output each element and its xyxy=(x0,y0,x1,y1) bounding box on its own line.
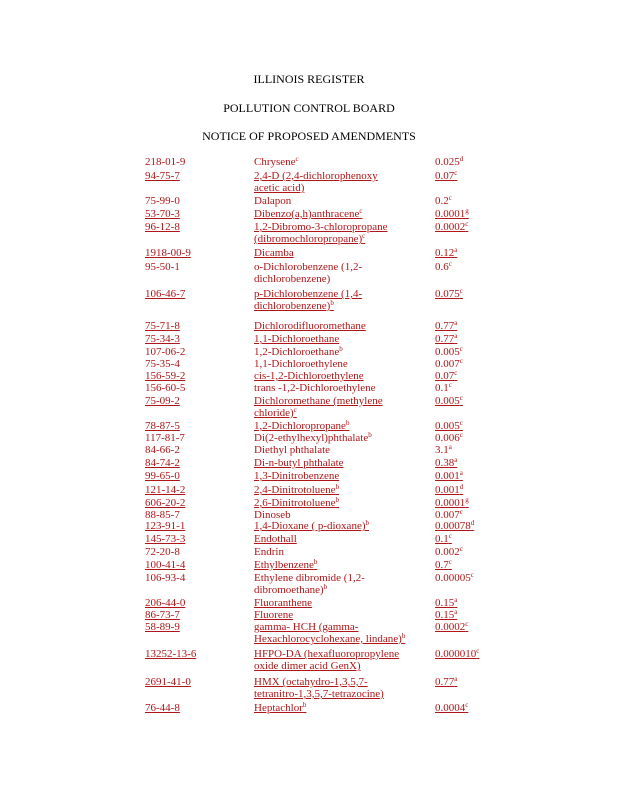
standard-value: 0.00078$^d$ xyxy=(435,519,475,532)
chemical-name: 1,3-Dinitrobenzene xyxy=(254,470,340,482)
chemical-name: cis-1,2-Dichloroethylene xyxy=(254,370,364,382)
cas-number: 218-01-9 xyxy=(145,156,186,168)
cas-number: 75-99-0 xyxy=(145,195,180,207)
chemical-name: 1,2-Dichloroethane$^b$ xyxy=(254,345,343,358)
chemical-name: trans -1,2-Dichloroethylene xyxy=(254,382,376,394)
standard-value: 0.07$^c$ xyxy=(435,369,458,382)
cas-number: 1918-00-9 xyxy=(145,247,191,259)
cas-number: 88-85-7 xyxy=(145,509,180,521)
cas-number: 106-93-4 xyxy=(145,572,186,584)
standard-value: 0.0004$^c$ xyxy=(435,701,469,714)
chemical-name: Fluorene xyxy=(254,609,294,621)
chemical-name: Chrysene$^c$ xyxy=(254,155,299,168)
standard-value: 0.025$^d$ xyxy=(435,155,464,168)
cas-number: 13252-13-6 xyxy=(145,648,197,660)
chemical-name: 2,4-Dinitrotoluene$^b$ xyxy=(254,483,340,496)
cas-number: 95-50-1 xyxy=(145,261,180,273)
standard-value: 0.002$^c$ xyxy=(435,545,463,558)
cas-number: 107-06-2 xyxy=(145,346,186,358)
notice-title: NOTICE OF PROPOSED AMENDMENTS xyxy=(202,129,416,143)
cas-number: 106-46-7 xyxy=(145,288,186,300)
standard-value: 0.007$^c$ xyxy=(435,357,463,370)
chemical-name: Dibenzo(a,h)anthracene$^c$ xyxy=(254,207,363,220)
chemical-name: Heptachlor$^b$ xyxy=(254,701,307,714)
chemical-name: Diethyl phthalate xyxy=(254,444,331,456)
standard-value: 0.38$^a$ xyxy=(435,456,458,469)
chemical-name: Endrin xyxy=(254,546,284,558)
chemical-name: 2,4-D (2,4-dichlorophenoxy acetic acid) xyxy=(254,170,378,194)
chemical-name: HFPO-DA (hexafluoropropylene oxide dimer acid GenX) xyxy=(254,648,400,672)
cas-number: 606-20-2 xyxy=(145,497,186,509)
cas-number: 84-74-2 xyxy=(145,457,180,469)
chemical-name: 1,4-Dioxane ( p-dioxane)$^b$ xyxy=(254,519,369,532)
standard-value: 0.15$^a$ xyxy=(435,608,458,621)
chemical-name: Dalapon xyxy=(254,195,292,207)
standard-value: 0.15$^a$ xyxy=(435,596,458,609)
chemical-name: o-Dichlorobenzene (1,2- dichlorobenzene) xyxy=(254,261,363,285)
standard-value: 0.006$^c$ xyxy=(435,431,463,444)
standard-value: 0.07$^c$ xyxy=(435,169,458,182)
register-title: ILLINOIS REGISTER xyxy=(253,72,365,86)
standard-value: 0.77$^a$ xyxy=(435,675,458,688)
cas-number: 76-44-8 xyxy=(145,702,180,714)
standard-value: 0.1$^c$ xyxy=(435,381,452,394)
cas-number: 121-14-2 xyxy=(145,484,186,496)
standard-value: 0.0002$^c$ xyxy=(435,220,469,233)
cas-number: 99-65-0 xyxy=(145,470,180,482)
chemical-name: gamma- HCH (gamma- Hexachlorocyclohexane, lindane)$^b$ xyxy=(254,621,406,645)
standard-value: 0.005$^c$ xyxy=(435,345,463,358)
standard-value: 0.7$^c$ xyxy=(435,558,452,571)
cas-number: 75-34-3 xyxy=(145,333,180,345)
standard-value: 0.0001$^g$ xyxy=(435,496,469,509)
cas-number: 58-89-9 xyxy=(145,621,180,633)
standard-value: 0.2$^c$ xyxy=(435,194,452,207)
cas-number: 2691-41-0 xyxy=(145,676,191,688)
standard-value: 0.075$^c$ xyxy=(435,287,463,300)
standard-value: 0.0002$^c$ xyxy=(435,620,469,633)
cas-number: 75-09-2 xyxy=(145,395,180,407)
chemical-name: 1,2-Dibromo-3-chloropropane (dibromochloropropane)$^c$ xyxy=(254,221,388,245)
cas-number: 84-66-2 xyxy=(145,444,180,456)
chemical-name: Ethylbenzene$^b$ xyxy=(254,558,318,571)
standard-value: 0.000010$^c$ xyxy=(435,647,480,660)
standard-value: 0.0001$^g$ xyxy=(435,207,469,220)
cas-number: 53-70-3 xyxy=(145,208,180,220)
chemical-name: Di(2-ethylhexyl)phthalate$^b$ xyxy=(254,431,372,444)
standard-value: 0.001$^a$ xyxy=(435,469,463,482)
chemical-name: p-Dichlorobenzene (1,4- dichlorobenzene)$^b$ xyxy=(254,288,363,312)
standard-value: 3.1$^a$ xyxy=(435,443,452,456)
cas-number: 78-87-5 xyxy=(145,420,180,432)
cas-number: 117-81-7 xyxy=(145,432,185,444)
standard-value: 0.00005$^c$ xyxy=(435,571,474,584)
cas-number: 156-59-2 xyxy=(145,370,186,382)
standard-value: 0.6$^c$ xyxy=(435,260,452,273)
cas-number: 145-73-3 xyxy=(145,533,186,545)
chemical-name: HMX (octahydro-1,3,5,7- tetranitro-1,3,5,7-tetrazocine) xyxy=(254,676,384,700)
chemical-name: Dicamba xyxy=(254,247,294,259)
chemical-name: 1,1-Dichloroethylene xyxy=(254,358,348,370)
standard-value: 0.77$^a$ xyxy=(435,319,458,332)
chemical-name: Dichlorodifluoromethane xyxy=(254,320,366,332)
cas-number: 123-91-1 xyxy=(145,520,186,532)
standard-value: 0.12$^a$ xyxy=(435,246,458,259)
chemical-name: Ethylene dibromide (1,2- dibromoethane)$^b$ xyxy=(254,572,365,596)
chemical-name: 1,1-Dichloroethane xyxy=(254,333,340,345)
standard-value: 0.007$^c$ xyxy=(435,508,463,521)
standard-value: 0.005$^c$ xyxy=(435,419,463,432)
cas-number: 75-35-4 xyxy=(145,358,180,370)
chemical-name: 2,6-Dinitrotoluene$^b$ xyxy=(254,496,340,509)
cas-number: 72-20-8 xyxy=(145,546,180,558)
chemical-name: Endothall xyxy=(254,533,297,545)
chemical-name: Dichloromethane (methylene chloride)$^c$ xyxy=(254,395,383,419)
standard-value: 0.77$^a$ xyxy=(435,332,458,345)
standard-value: 0.001$^d$ xyxy=(435,483,464,496)
cas-number: 96-12-8 xyxy=(145,221,180,233)
chemical-name: Di-n-butyl phthalate xyxy=(254,457,344,469)
chemical-name: Fluoranthene xyxy=(254,597,313,609)
standard-value: 0.1$^c$ xyxy=(435,532,452,545)
chemical-name: Dinoseb xyxy=(254,509,291,521)
board-title: POLLUTION CONTROL BOARD xyxy=(223,101,395,115)
cas-number: 75-71-8 xyxy=(145,320,180,332)
cas-number: 206-44-0 xyxy=(145,597,186,609)
cas-number: 86-73-7 xyxy=(145,609,180,621)
standard-value: 0.005$^c$ xyxy=(435,394,463,407)
cas-number: 94-75-7 xyxy=(145,170,180,182)
chemical-name: 1,2-Dichloropropane$^b$ xyxy=(254,419,350,432)
cas-number: 100-41-4 xyxy=(145,559,186,571)
cas-number: 156-60-5 xyxy=(145,382,186,394)
